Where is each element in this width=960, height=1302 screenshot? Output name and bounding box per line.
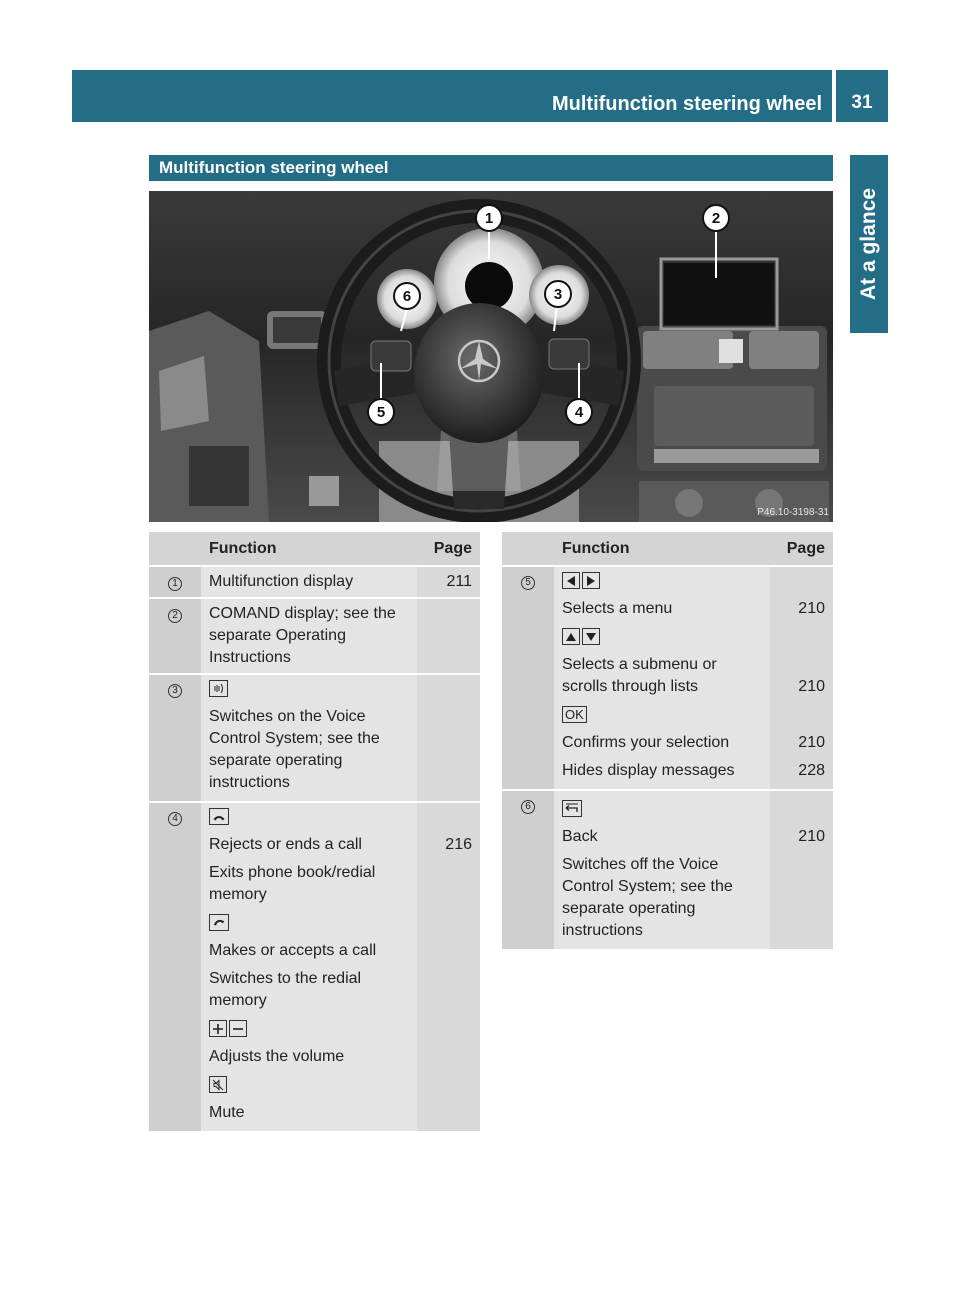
table-row [149,598,480,674]
left-right-arrows-icon [562,572,602,589]
function-text: Makes or accepts a call [201,937,417,965]
function-text: Hides display messages [554,757,770,789]
table-header-row [502,532,833,566]
section-title: Multifunction steering wheel [149,155,833,181]
arrow-up-icon [562,628,580,645]
plus-minus-icon [209,1020,249,1037]
function-text: Switches off the Voice Control System; see the separate operating instructions [554,851,770,949]
voice-control-icon [209,680,228,697]
function-text: Back [554,823,770,851]
arrow-down-icon [582,628,600,645]
function-text: Switches on the Voice Control System; see the separate operating instructions [201,703,417,802]
callout-5: 5 [376,404,386,421]
page-ref: 211 [417,566,480,598]
column-header-page: Page [770,532,833,566]
ok-key-icon: OK [562,706,587,723]
function-text: Mute [201,1099,417,1131]
table-row [149,802,480,831]
arrow-left-icon [562,572,580,589]
function-text: Exits phone book/redial memory [201,859,417,909]
column-header-function: Function [554,532,770,566]
item-number: 1 [168,577,182,591]
function-text: Switches to the redial memory [201,965,417,1015]
function-text: Selects a submenu or scrolls through lists [554,651,770,701]
minus-icon [229,1020,247,1037]
steering-wheel-photo [149,191,833,522]
function-text: Confirms your selection [554,729,770,757]
side-tab-label: At a glance [857,187,881,301]
mute-icon [209,1076,227,1093]
page-header [72,70,832,122]
column-header-page: Page [417,532,480,566]
function-text: COMAND display; see the separate Operating Instructions [201,598,417,674]
table-row [149,674,480,703]
table-row [149,566,480,598]
callout-2: 2 [711,210,721,227]
item-number: 3 [168,684,182,698]
table-row [502,566,833,595]
function-table-left [149,532,480,1131]
header-title: Multifunction steering wheel [551,93,822,115]
page-ref: 228 [770,757,833,789]
function-text: Adjusts the volume [201,1043,417,1071]
up-down-arrows-icon [562,628,602,645]
back-icon [562,800,582,817]
item-number: 6 [521,800,535,814]
phone-hang-up-icon [209,808,229,825]
page-ref: 210 [770,595,833,623]
table-header-row [149,532,480,566]
table-row [502,790,833,823]
item-number: 4 [168,812,182,826]
figure-code: P46.10-3198-31 [757,507,829,518]
page-ref: 216 [417,831,480,859]
page-ref: 210 [770,651,833,701]
item-number: 5 [521,576,535,590]
steering-wheel-dashboard-illustration [149,191,833,522]
function-text: Rejects or ends a call [201,831,417,859]
page-number: 31 [836,70,888,122]
page-ref: 210 [770,729,833,757]
side-tab [850,155,888,333]
callout-1: 1 [484,210,494,227]
callout-3: 3 [553,286,563,303]
column-header-function: Function [201,532,417,566]
function-text: Multifunction display [201,566,417,598]
arrow-right-icon [582,572,600,589]
plus-icon [209,1020,227,1037]
phone-pick-up-icon [209,914,229,931]
page-ref: 210 [770,823,833,851]
callout-4: 4 [574,404,584,421]
callout-6: 6 [402,288,412,305]
function-text: Selects a menu [554,595,770,623]
item-number: 2 [168,609,182,623]
function-table-right [502,532,833,949]
